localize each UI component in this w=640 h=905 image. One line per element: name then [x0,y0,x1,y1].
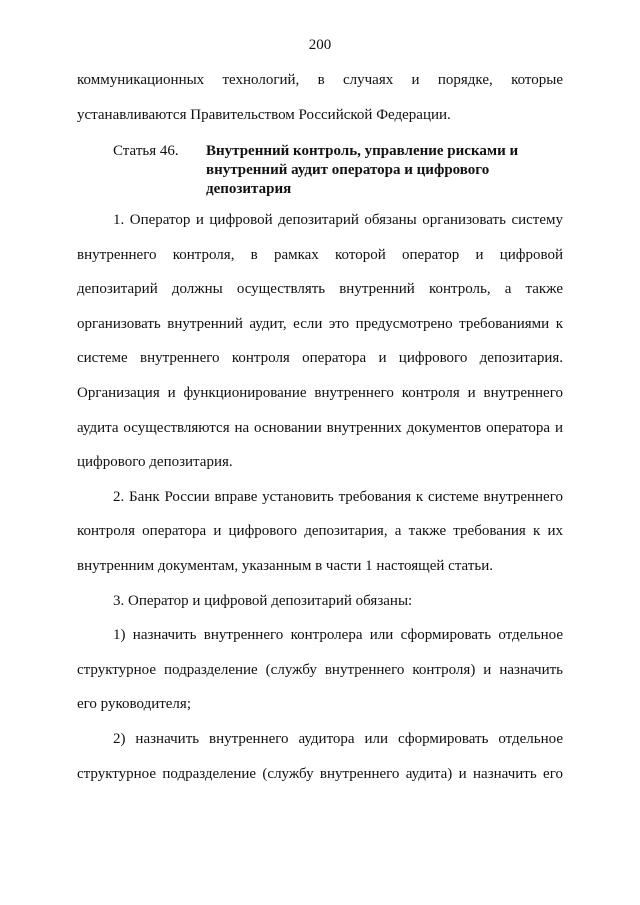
article-body [77,203,563,791]
text-line: организовать внутренний аудит, если это предусмотрено требованиями к [77,315,563,332]
article-title-line: депозитария [206,181,292,197]
article-label: Статья 46. [113,143,179,159]
paragraph-1 [77,203,563,480]
text-line: 2. Банк России вправе установить требования к системе внутреннего [113,488,563,505]
text-line: внутренним документам, указанным в части 1 настоящей статьи. [77,557,493,574]
list-item-1 [77,618,563,722]
text-line: системе внутреннего контроля оператора и цифрового депозитария. [77,350,563,367]
continuation-paragraph [77,63,563,132]
page-number: 200 [308,37,332,53]
text-line: устанавливаются Правительством Российской Федерации. [77,106,451,123]
text-line: контроля оператора и цифрового депозитария, а также требования к их [77,523,563,540]
paragraph-3 [77,584,563,619]
article-title-line: Внутренний контроль, управление рисками и [206,143,519,159]
text-line: структурное подразделение (службу внутреннего аудита) и назначить его [77,765,563,782]
text-line: депозитарий должны осуществлять внутренний контроль, а также [77,281,563,298]
text-line: его руководителя; [77,696,191,713]
text-line: структурное подразделение (службу внутреннего контроля) и назначить [77,661,563,678]
article-heading [77,142,563,202]
text-line: аудита осуществляются на основании внутренних документов оператора и [77,419,563,436]
text-line: внутреннего контроля, в рамках которой оператор и цифровой [77,246,563,263]
paragraph-2 [77,480,563,584]
article-title [206,142,518,199]
text-line: коммуникационных технологий, в случаях и порядке, которые [77,72,563,88]
text-line: 3. Оператор и цифровой депозитарий обязаны: [113,592,413,609]
list-item-2 [77,722,563,791]
text-line: 1) назначить внутреннего контролера или сформировать отдельное [113,627,563,644]
text-line: 1. Оператор и цифровой депозитарий обязаны организовать систему [113,212,563,228]
text-line: Организация и функционирование внутреннего контроля и внутреннего [77,384,563,401]
text-line: цифрового депозитария. [77,454,233,471]
article-title-line: внутренний аудит оператора и цифрового [206,162,490,178]
text-line: 2) назначить внутреннего аудитора или сформировать отдельное [113,730,563,747]
